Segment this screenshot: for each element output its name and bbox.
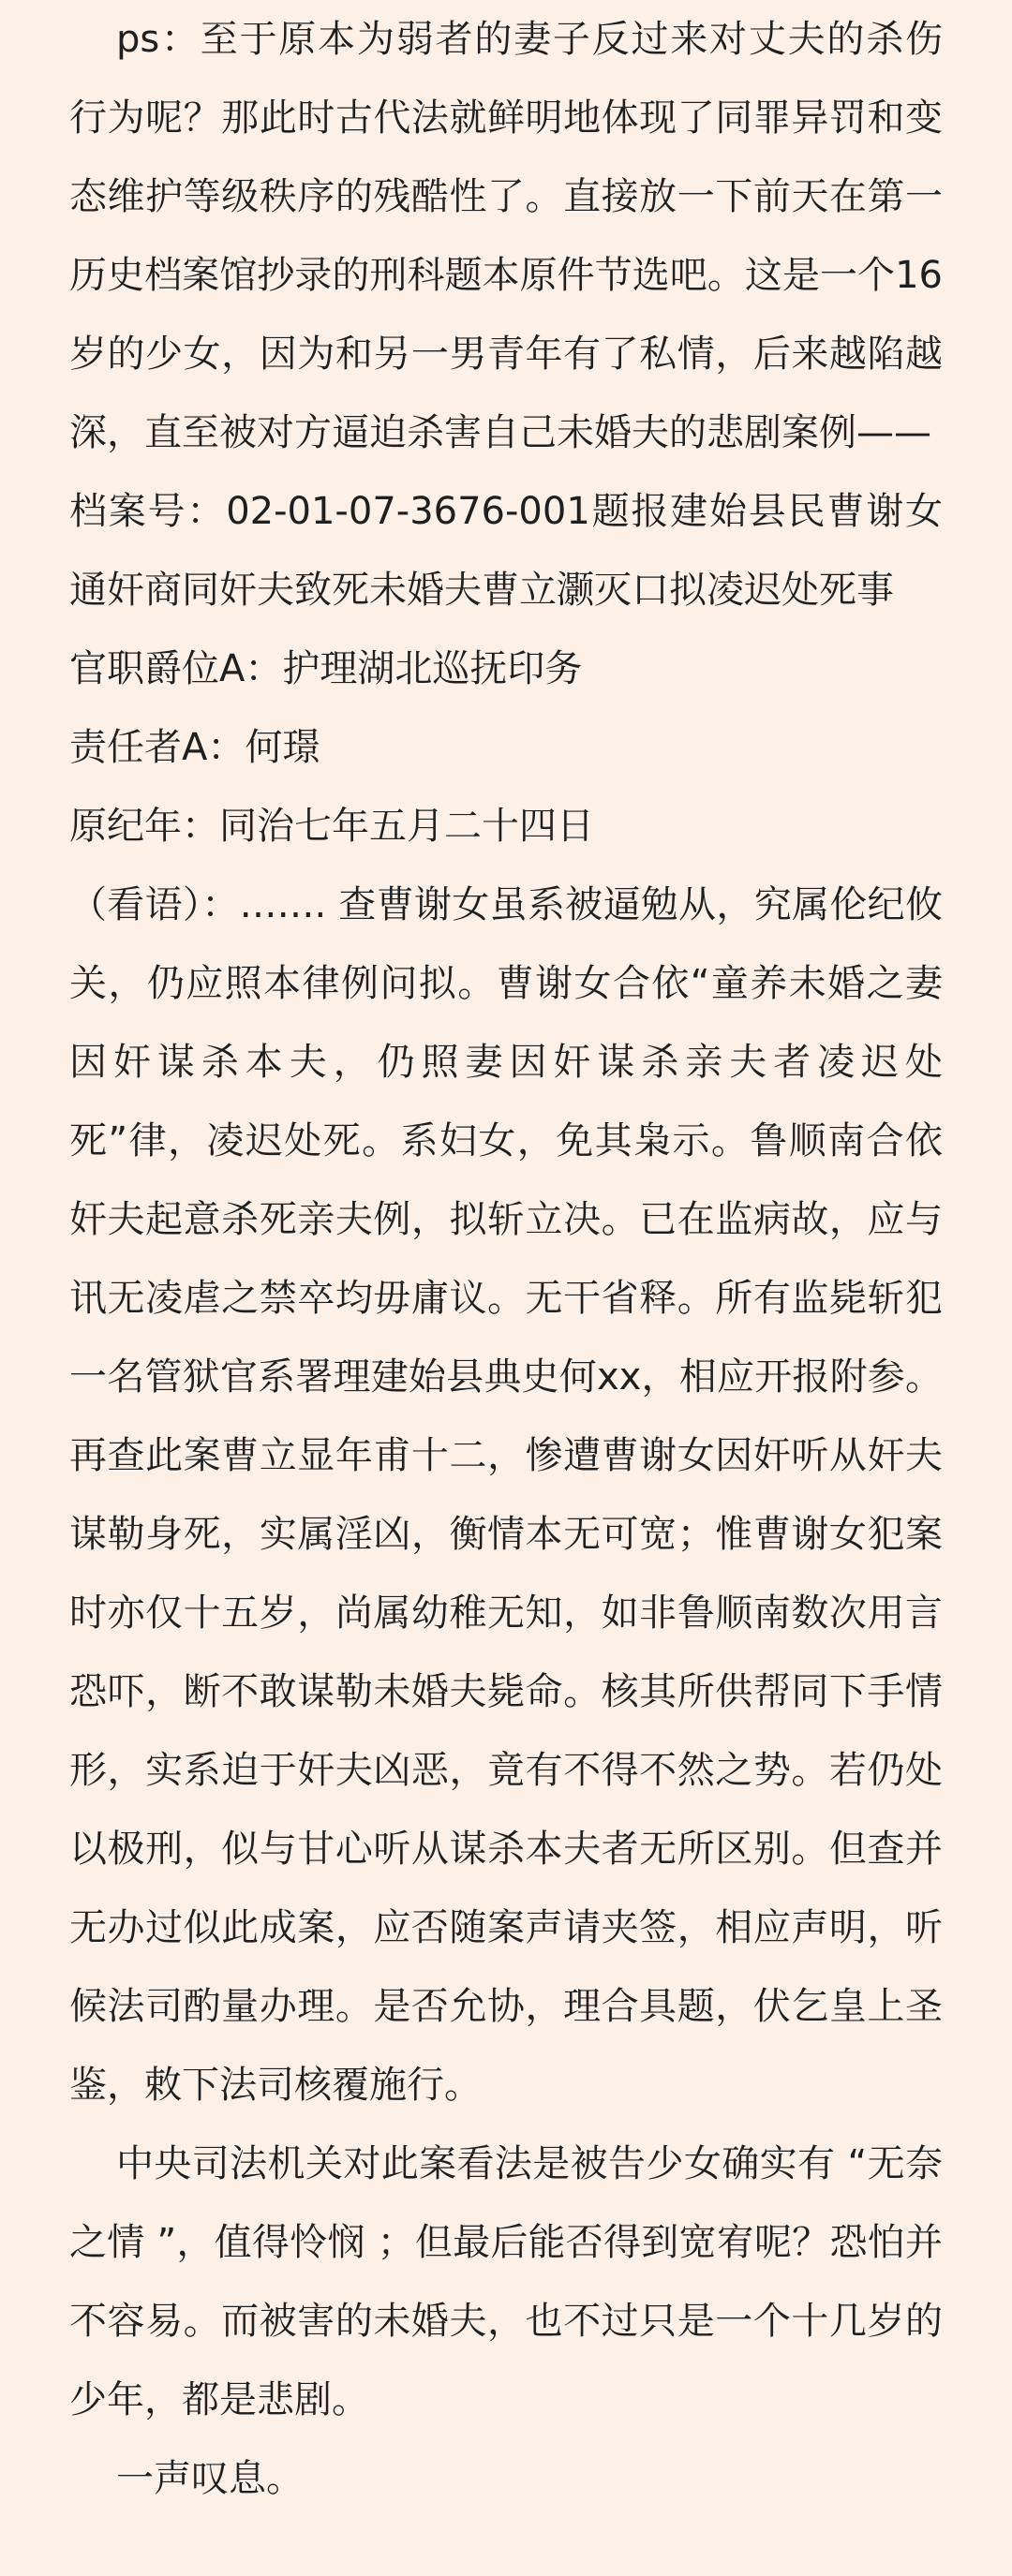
archive-number: 档案号：02-01-07-3676-001题报建始县民曹谢女通奸商同奸夫致死未婚夫曹立灏灭口拟凌迟处死事 xyxy=(69,490,943,612)
analysis-paragraph: 中央司法机关对此案看法是被告少女确实有 “无奈之情 ”，值得怜悯 ；但最后能否得到宽宥呢？恐怕并不容易。而被害的未婚夫，也不过只是一个十几岁的少年，都是悲剧。 xyxy=(69,2142,943,2421)
responsible-person: 责任者A：何璟 xyxy=(69,726,320,769)
comment-paragraph: （看语）：……. 查曹谢女虽系被逼勉从，究属伦纪攸关，仍应照本律例问拟。曹谢女合依“童养未婚之妻因奸谋杀本夫，仍照妻因奸谋杀亲夫者凌迟处死”律，凌迟处死。系妇女，免其枭示。鲁顺南合依奸夫起意杀死亲夫例，拟斩立决。已在监病故，应与讯无凌虐之禁卒均毋庸议。无干省释。所有监毙斩犯一名管狱官系署理建始县典史何xx，相应开报附参。再查此案曹立显年甫十二，惨遭曹谢女因奸听从奸夫谋勒身死，实属淫凶，衡情本无可宽；惟曹谢女犯案时亦仅十五岁，尚属幼稚无知，如非鲁顺南数次用言恐吓，断不敢谋勒未婚夫毙命。核其所供帮同下手情形，实系迫于奸夫凶恶，竟有不得不然之势。若仍处以极刑，似与甘心听从谋杀本夫者无所区别。但查并无办过似此成案，应否随案声请夹签，相应声明，听候法司酌量办理。是否允协，理合具题，伏乞皇上圣鉴，敕下法司核覆施行。 xyxy=(69,883,943,2107)
sigh-paragraph: 一声叹息。 xyxy=(116,2457,304,2500)
original-date: 原纪年：同治七年五月二十四日 xyxy=(69,805,594,848)
article-body xyxy=(69,0,943,2518)
official-title: 官职爵位A：护理湖北巡抚印务 xyxy=(69,647,583,690)
intro-paragraph: ps：至于原本为弱者的妻子反过来对丈夫的杀伤行为呢？那此时古代法就鲜明地体现了同罪异罚和变态维护等级秩序的残酷性了。直接放一下前天在第一历史档案馆抄录的刑科题本原件节选吧。这是一个16岁的少女，因为和另一男青年有了私情，后来越陷越深，直至被对方逼迫杀害自己未婚夫的悲剧案例—— xyxy=(69,18,943,454)
